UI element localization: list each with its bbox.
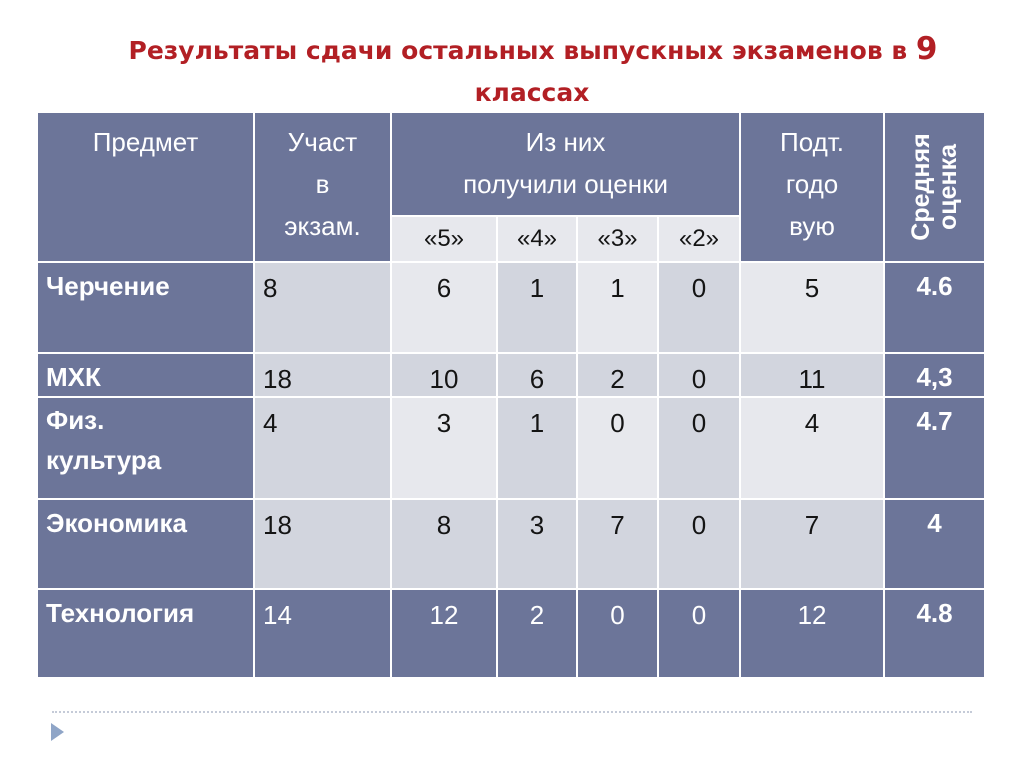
header-grade-3: «3» — [577, 216, 658, 262]
header-grade-2: «2» — [658, 216, 740, 262]
header-grade-4: «4» — [497, 216, 577, 262]
row-participants: 4 — [254, 397, 391, 499]
row-subject: Физ. культура — [37, 397, 254, 499]
table-row — [37, 353, 985, 397]
row-grade-4: 1 — [497, 262, 577, 353]
row-average: 4,3 — [884, 353, 985, 397]
row-grade-4: 3 — [497, 499, 577, 589]
header-grades: Из них получили оценки — [391, 112, 740, 216]
row-grade-3: 1 — [577, 262, 658, 353]
header-grade-5: «5» — [391, 216, 497, 262]
row-grade-2: 0 — [658, 397, 740, 499]
row-grade-4: 2 — [497, 589, 577, 678]
row-grade-5: 3 — [391, 397, 497, 499]
row-grade-4: 1 — [497, 397, 577, 499]
header-average: Средняя оценка — [884, 112, 985, 262]
row-participants: 8 — [254, 262, 391, 353]
row-participants: 18 — [254, 353, 391, 397]
table-row — [37, 262, 985, 353]
table-row — [37, 499, 985, 589]
row-grade-3: 0 — [577, 589, 658, 678]
triangle-arrow-icon — [51, 723, 64, 741]
row-average: 4.7 — [884, 397, 985, 499]
row-grade-5: 6 — [391, 262, 497, 353]
row-confirmed: 5 — [740, 262, 884, 353]
slide-divider — [52, 711, 972, 713]
row-participants: 18 — [254, 499, 391, 589]
row-confirmed: 11 — [740, 353, 884, 397]
row-subject: Черчение — [37, 262, 254, 353]
row-average: 4.6 — [884, 262, 985, 353]
row-subject: МХК — [37, 353, 254, 397]
row-grade-2: 0 — [658, 499, 740, 589]
title-line-2: классах — [474, 78, 590, 107]
row-confirmed: 12 — [740, 589, 884, 678]
row-grade-3: 2 — [577, 353, 658, 397]
row-average: 4 — [884, 499, 985, 589]
title-text: Результаты сдачи остальных выпускных экзаменов в — [128, 36, 908, 65]
title-grade: 9 — [915, 31, 938, 67]
row-average: 4.8 — [884, 589, 985, 678]
row-grade-5: 10 — [391, 353, 497, 397]
row-grade-4: 6 — [497, 353, 577, 397]
row-grade-2: 0 — [658, 589, 740, 678]
row-grade-5: 12 — [391, 589, 497, 678]
row-grade-5: 8 — [391, 499, 497, 589]
row-grade-3: 7 — [577, 499, 658, 589]
header-confirmed: Подт. годо вую — [740, 112, 884, 262]
row-grade-2: 0 — [658, 353, 740, 397]
row-confirmed: 7 — [740, 499, 884, 589]
header-participants: Участ в экзам. — [254, 112, 391, 262]
header-subject: Предмет — [37, 112, 254, 262]
row-grade-3: 0 — [577, 397, 658, 499]
title-line-1 — [0, 28, 1024, 72]
row-grade-2: 0 — [658, 262, 740, 353]
row-confirmed: 4 — [740, 397, 884, 499]
row-subject: Экономика — [37, 499, 254, 589]
page-title — [0, 28, 1024, 114]
row-subject: Технология — [37, 589, 254, 678]
table-row — [37, 397, 985, 499]
results-table — [36, 111, 986, 679]
row-participants: 14 — [254, 589, 391, 678]
table-row — [37, 589, 985, 678]
